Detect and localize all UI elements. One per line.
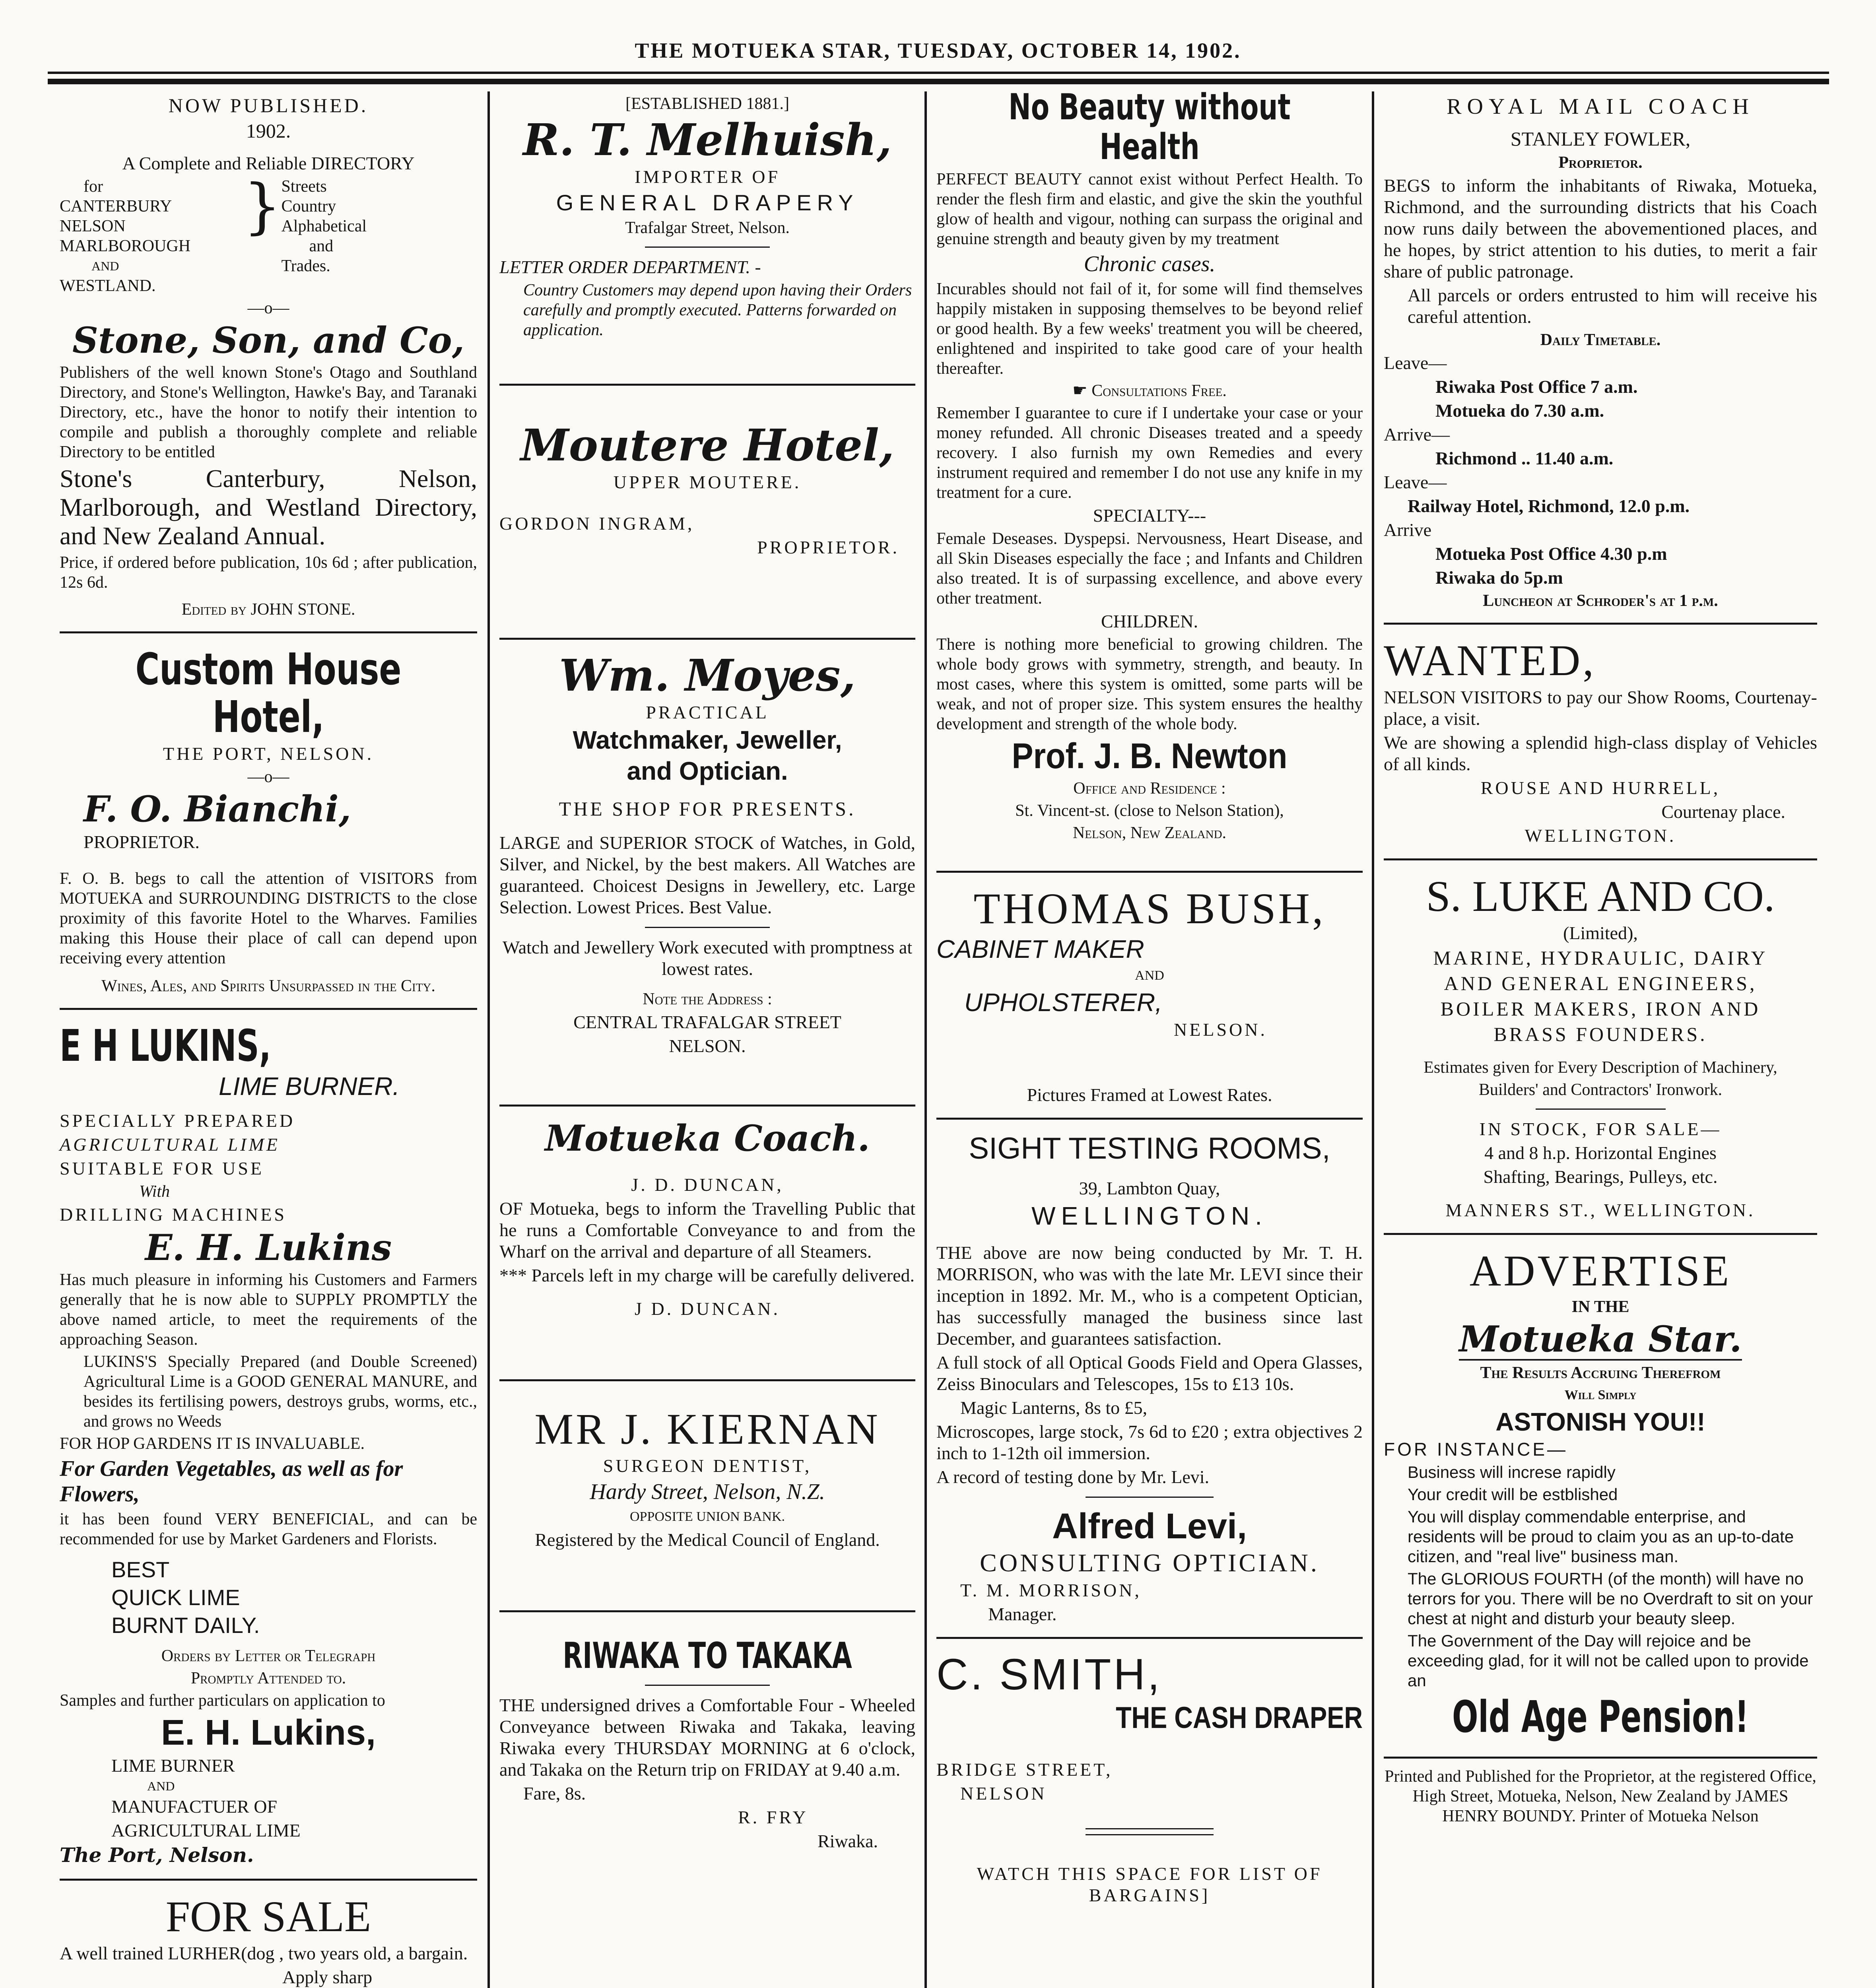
lukins-ad — [60, 1022, 477, 1867]
ad-separator — [499, 1379, 915, 1381]
short-rule — [645, 927, 770, 928]
lukins-and: AND — [147, 1779, 175, 1793]
ad-separator — [936, 1118, 1363, 1120]
short-rule — [1086, 1834, 1214, 1835]
bush-ad — [936, 885, 1363, 1106]
newton-ad — [936, 91, 1363, 843]
newton-body: Female Deseases. Dyspepsi. Nervousness, Heart Disease, and all Skin Diseases especially the face ; and Infants and Children also treated. It is of surpassing excellence, and above every other treatment. — [936, 530, 1363, 608]
smith-watch: WATCH THIS SPACE FOR LIST OF BARGAINS] — [977, 1864, 1323, 1905]
column-divider-1 — [487, 91, 490, 1988]
custom-house-hotel-ad — [60, 645, 477, 996]
kiernan-ad — [499, 1405, 915, 1551]
bush-place: NELSON. — [1174, 1019, 1267, 1040]
sight-name: Alfred Levi, — [1052, 1507, 1247, 1546]
riwaka-takaka-ad — [499, 1636, 915, 1852]
hotel-body: F. O. B. begs to call the attention of VISITORS from MOTUEKA and SURROUNDING DISTRICTS to the close proximity of this favorite Hotel to the Wharves. Families making this House their place of call can depend upon receiving every attention — [60, 870, 477, 967]
mail-owner: STANLEY FOWLER, — [1510, 128, 1691, 150]
moyes-repair: Watch and Jewellery Work executed with promptness at lowest rates. — [502, 937, 913, 979]
sight-city: WELLINGTON. — [1031, 1202, 1268, 1230]
riwaka-sign: R. FRY — [738, 1807, 808, 1827]
advertise-instance: FOR INSTANCE— — [1384, 1439, 1568, 1460]
luke-name: S. LUKE AND CO. — [1426, 872, 1775, 920]
sight-mgr-name: T. M. MORRISON, — [960, 1580, 1142, 1600]
moyes-name: Wm. Moyes, — [559, 650, 856, 701]
advertise-in-the: IN THE — [1571, 1298, 1629, 1316]
ad-separator — [1384, 1757, 1817, 1759]
riwaka-place: Riwaka. — [818, 1831, 878, 1851]
directory-category: Streets — [281, 177, 327, 196]
ad-separator — [499, 638, 915, 640]
moyes-practical: PRACTICAL — [646, 702, 769, 722]
newton-body: Incurables should not fail of it, for some will find themselves happily mistaken in supposing themselves to be beyond relief or good health. By a few weeks' treatment you will be cheered, enlightened and inspirited to take good care of your health thereafter. — [936, 280, 1363, 378]
hotel-wines: Wines, Ales, and Spirits Unsurpassed in the City. — [101, 977, 435, 995]
luke-line: BRASS FOUNDERS. — [1493, 1023, 1707, 1045]
mail-time: Richmond .. 11.40 a.m. — [1435, 448, 1614, 468]
newton-consult-text: Consultations Free. — [1091, 382, 1227, 400]
newton-body: There is nothing more beneficial to growing children. The whole body grows with symmetry, strength, and beauty. In most cases, where this system is omitted, some parts will be weak, and not of proper size. This system ensures the healthy development and strength of the whole body. — [936, 635, 1363, 733]
luke-line: MARINE, HYDRAULIC, DAIRY — [1433, 947, 1768, 969]
short-rule — [645, 247, 770, 248]
sale-title: FOR SALE — [165, 1892, 371, 1941]
lukins-line: DRILLING MACHINES — [60, 1204, 287, 1225]
newton-title: No Beauty without Health — [1008, 91, 1291, 168]
advertise-ad — [1384, 1247, 1817, 1741]
moutere-name: Moutere Hotel, — [520, 419, 895, 471]
sale-body: A well trained LURHER(dog , two years old, a bargain. — [60, 1943, 468, 1963]
lukins-manu: MANUFACTUER OF — [111, 1796, 278, 1817]
royal-mail-coach-ad — [1384, 94, 1817, 611]
sight-title: SIGHT TESTING ROOMS, — [969, 1132, 1330, 1165]
mail-time: Riwaka do 5p.m — [1435, 567, 1563, 588]
lukins-line: AGRICULTURAL LIME — [60, 1134, 280, 1155]
divider-dot: —o— — [247, 299, 289, 317]
divider-dot: —o— — [247, 768, 289, 786]
directory-year: 1902. — [246, 120, 291, 142]
bush-frames: Pictures Framed at Lowest Rates. — [1027, 1085, 1272, 1105]
moyes-trade: and Optician. — [627, 757, 788, 785]
lukins-line: SPECIALLY PREPARED — [60, 1110, 295, 1131]
mail-time: Riwaka Post Office 7 a.m. — [1435, 377, 1638, 397]
directory-price: Price, if ordered before publication, 10s 6d ; after publication, 12s 6d. — [60, 553, 477, 592]
lukins-body: it has been found VERY BENEFICIAL, and can be recommended for use by Market Gardeners and Florists. — [60, 1510, 477, 1548]
ad-separator — [60, 1008, 477, 1010]
luke-builders: Builders' and Contractors' Ironwork. — [1478, 1081, 1723, 1099]
sight-micro: Microscopes, large stock, 7s 6d to £20 ; extra objectives 2 inch to 1-12th oil immersion. — [936, 1421, 1363, 1463]
directory-ad — [60, 94, 477, 619]
sight-body: THE above are now being conducted by Mr. T. H. MORRISON, who was with the late Mr. LEVI since their inception in 1892. Mr. M., who is a competent Optician, has successfully managed the business since last December, and guarantees satisfaction. — [936, 1242, 1363, 1349]
moyes-shop: THE SHOP FOR PRESENTS. — [559, 798, 856, 820]
ad-separator — [499, 384, 915, 386]
directory-line: A Complete and Reliable DIRECTORY — [122, 153, 415, 173]
newton-body: PERFECT BEAUTY cannot exist without Perfect Health. To render the flesh firm and elastic, and give the skin the youthful glow of health and vigour, nothing can surpass the original and genuine strength and beauty given by my treatment — [936, 170, 1363, 248]
wanted-ad — [1384, 637, 1817, 846]
moyes-note: Note the Address : — [643, 990, 772, 1008]
moyes-addr: CENTRAL TRAFALGAR STREET — [573, 1012, 841, 1032]
luke-addr: MANNERS ST., WELLINGTON. — [1445, 1200, 1756, 1220]
lukins-samples: Samples and further particulars on application to — [60, 1691, 385, 1710]
ad-separator — [60, 1879, 477, 1881]
publisher-name: Stone, Son, and Co, — [72, 319, 465, 361]
smith-name: C. SMITH, — [936, 1650, 1162, 1699]
melhuish-drapery: GENERAL DRAPERY — [556, 190, 859, 215]
sight-record: A record of testing done by Mr. Levi. — [936, 1467, 1210, 1487]
masthead: THE MOTUEKA STAR, TUESDAY, OCTOBER 14, 1902. — [635, 39, 1241, 62]
mail-leave: Leave— — [1384, 353, 1447, 373]
melhuish-street: Trafalgar Street, Nelson. — [625, 219, 790, 237]
column-4 — [1376, 91, 1825, 1988]
newton-chronic: Chronic cases. — [1084, 252, 1216, 276]
moutere-owner: GORDON INGRAM, — [499, 513, 695, 534]
melhuish-established: [ESTABLISHED 1881.] — [625, 95, 789, 113]
luke-shafting: Shafting, Bearings, Pulleys, etc. — [1483, 1167, 1718, 1187]
riwaka-fare: Fare, 8s. — [523, 1783, 586, 1804]
directory-place: NELSON — [60, 217, 126, 235]
moutere-hotel-ad — [499, 421, 915, 558]
directory-for: for — [84, 177, 103, 196]
coach-body: OF Motueka, begs to inform the Travelling Public that he runs a Comfortable Conveyance to and from the Wharf on the arrival and departure of all Steamers. — [499, 1198, 915, 1262]
mail-prop: Proprietor. — [1558, 153, 1643, 172]
melhuish-name: R. T. Melhuish, — [523, 114, 892, 165]
advertise-point: Your credit will be estblished — [1408, 1485, 1618, 1504]
motueka-coach-ad — [499, 1118, 915, 1320]
advertise-will: Will Simply — [1564, 1388, 1637, 1402]
short-rule — [1086, 1497, 1214, 1498]
directory-place: AND — [91, 259, 119, 273]
wanted-title: WANTED, — [1384, 636, 1596, 685]
kiernan-opp: OPPOSITE UNION BANK. — [629, 1509, 785, 1524]
masthead-rule-thin — [48, 72, 1829, 74]
advertise-point: Business will increse rapidly — [1408, 1463, 1616, 1481]
hotel-proprietor-name: F. O. Bianchi, — [84, 788, 352, 830]
directory-place: MARLBOROUGH — [60, 237, 191, 255]
for-sale-ad — [60, 1893, 477, 1988]
lukins-agri: AGRICULTURAL LIME — [111, 1820, 301, 1840]
moutere-prop: PROPRIETOR. — [757, 537, 899, 557]
newton-children: CHILDREN. — [1101, 611, 1198, 631]
mail-leave: Leave— — [1384, 472, 1447, 492]
sight-magic: Magic Lanterns, 8s to £5, — [960, 1398, 1148, 1418]
luke-ad — [1384, 872, 1817, 1221]
bush-trade: UPHOLSTERER, — [964, 988, 1162, 1017]
mail-arrive: Arrive— — [1384, 424, 1450, 445]
directory-place: CANTERBURY — [60, 197, 172, 215]
luke-engines: 4 and 8 h.p. Horizontal Engines — [1484, 1143, 1717, 1163]
kiernan-reg: Registered by the Medical Council of England. — [535, 1530, 880, 1550]
brace-icon: } — [243, 172, 282, 241]
mail-time: Motueka do 7.30 a.m. — [1435, 400, 1604, 421]
column-divider-2 — [924, 91, 927, 1988]
directory-title: Stone's Canterbury, Nelson, Marlborough, and Westland Directory, and New Zealand Annual. — [60, 464, 477, 550]
lukins-body: Has much pleasure in informing his Customers and Farmers generally that he is now able to SUPPLY PROMPTLY the above named article, to meet the requirements of the approaching Season. — [60, 1271, 477, 1349]
luke-line: AND GENERAL ENGINEERS, — [1444, 972, 1757, 994]
lukins-quick: QUICK LIME — [111, 1585, 240, 1610]
mail-time: Motueka Post Office 4.30 p.m — [1435, 544, 1667, 564]
smith-ad — [936, 1651, 1363, 1906]
newton-consult — [936, 381, 1363, 401]
newton-addr: St. Vincent-st. (close to Nelson Station), — [1015, 802, 1284, 820]
coach-owner: J. D. DUNCAN, — [631, 1175, 784, 1195]
lukins-orders: Orders by Letter or Telegraph — [161, 1647, 376, 1665]
sight-testing-ad — [936, 1132, 1363, 1625]
newton-addr: Nelson, New Zealand. — [1072, 824, 1227, 842]
melhuish-importer: IMPORTER OF — [634, 167, 781, 187]
short-rule — [1536, 1109, 1666, 1110]
pointing-hand-icon: ☛ — [1072, 382, 1092, 400]
sale-apply: Apply sharp — [282, 1967, 373, 1987]
lukins-line: With — [139, 1182, 170, 1201]
directory-category: and — [309, 237, 334, 255]
kiernan-name: MR J. KIERNAN — [534, 1405, 880, 1453]
moyes-ad — [499, 652, 915, 1057]
riwaka-title: RIWAKA TO TAKAKA — [563, 1635, 852, 1677]
directory-category: Alphabetical — [281, 217, 367, 235]
luke-line: BOILER MAKERS, IRON AND — [1440, 998, 1761, 1020]
coach-parcels: *** Parcels left in my charge will be carefully delivered. — [499, 1265, 915, 1285]
hotel-name: Custom House Hotel, — [135, 644, 402, 742]
lukins-name: E H LUKINS, — [60, 1020, 271, 1071]
lukins-burnt: BURNT DAILY. — [111, 1613, 260, 1638]
mail-time: Railway Hotel, Richmond, 12.0 p.m. — [1408, 496, 1690, 516]
lukins-body: LUKINS'S Specially Prepared (and Double Screened) Agricultural Lime is a GOOD GENERAL MANURE, and besides its fertilising powers, destroys grubs, worms, etc., and grows no Weeds — [84, 1353, 477, 1431]
moyes-addr: NELSON. — [669, 1036, 746, 1056]
ad-separator — [1384, 1233, 1817, 1235]
directory-table — [60, 172, 477, 296]
ad-separator — [936, 871, 1363, 873]
sight-addr: 39, Lambton Quay, — [1079, 1178, 1220, 1198]
lukins-line: SUITABLE FOR USE — [60, 1158, 264, 1178]
wanted-body: We are showing a splendid high-class display of Vehicles of all kinds. — [1384, 732, 1817, 774]
riwaka-body: THE undersigned drives a Comfortable Four - Wheeled Conveyance between Riwaka and Takaka, leaving Riwaka every THURSDAY MORNING at 6 o'clock, and Takaka on the Return trip on FRIDAY at 9.40 a.m. — [499, 1695, 915, 1780]
lukins-name-2: E. H. Lukins, — [161, 1713, 376, 1753]
directory-category: Country — [281, 197, 336, 215]
wanted-body: NELSON VISITORS to pay our Show Rooms, Courtenay-place, a visit. — [1384, 687, 1817, 729]
melhuish-ad — [499, 94, 915, 340]
kiernan-street: Hardy Street, Nelson, N.Z. — [590, 1479, 825, 1504]
mail-arrive: Arrive — [1384, 520, 1432, 540]
coach-name: Motueka Coach. — [545, 1117, 870, 1159]
ad-separator — [1384, 623, 1817, 625]
coach-sign: J D. DUNCAN. — [635, 1299, 780, 1319]
imprint: Printed and Published for the Proprietor, at the registered Office, High Street, Motueka, Nelson, New Zealand by JAMES HENRY BOUNDY. Printer of Motueka Nelson — [1385, 1767, 1816, 1825]
newton-body: Remember I guarantee to cure if I undertake your case or your money refunded. All chronic Diseases treated and a speedy recovery. I also furnish my own Remedies and every instrument required and remember I do not use any knife in my treatment for a cure. — [936, 404, 1363, 502]
wanted-addr: Courtenay place. — [1661, 802, 1785, 822]
sight-body: A full stock of all Optical Goods Field and Opera Glasses, Zeiss Binoculars and Telescopes, 15s to £13 10s. — [936, 1352, 1363, 1394]
bush-and: AND — [1135, 968, 1164, 983]
advertise-paper-text: Motueka Star. — [1459, 1318, 1742, 1360]
ad-separator — [60, 631, 477, 633]
newton-name: Prof. J. B. Newton — [1012, 736, 1288, 776]
luke-ltd: (Limited), — [1563, 923, 1638, 943]
kiernan-trade: SURGEON DENTIST, — [603, 1456, 812, 1476]
luke-stock: IN STOCK, FOR SALE— — [1479, 1119, 1722, 1139]
ad-separator — [936, 1637, 1363, 1639]
advertise-point: The Government of the Day will rejoice and be exceeding glad, for it will not be called upon to provide an — [1408, 1631, 1809, 1690]
now-published: NOW PUBLISHED. — [168, 94, 369, 116]
advertise-point: You will display commendable enterprise, and residents will be proud to claim you as an up-to-date citizen, and "real live" business man. — [1408, 1507, 1794, 1566]
newton-specialty: SPECIALTY--- — [1093, 505, 1206, 526]
mail-timetable: Daily Timetable. — [1540, 331, 1661, 349]
wanted-city: WELLINGTON. — [1524, 825, 1676, 846]
smith-trade: THE CASH DRAPER — [1116, 1701, 1363, 1735]
lukins-hop: FOR HOP GARDENS IT IS INVALUABLE. — [60, 1435, 365, 1453]
lukins-orders: Promptly Attended to. — [190, 1669, 346, 1687]
advertise-results: The Results Accruing Therefrom — [1480, 1364, 1721, 1382]
mail-body: All parcels or orders entrusted to him will receive his careful attention. — [1408, 285, 1817, 327]
ad-separator — [499, 1105, 915, 1107]
smith-addr: NELSON — [960, 1783, 1047, 1804]
short-rule — [1086, 1828, 1214, 1829]
lukins-script-name: E. H. Lukins — [145, 1227, 392, 1269]
ad-separator — [499, 1610, 915, 1612]
hotel-place: THE PORT, NELSON. — [163, 744, 374, 764]
bush-trade: CABINET MAKER — [936, 935, 1144, 963]
melhuish-dept: LETTER ORDER DEPARTMENT. - — [499, 257, 761, 277]
advertise-paper — [1384, 1319, 1817, 1361]
lukins-garden: For Garden Vegetables, as well as for Flowers, — [60, 1456, 403, 1507]
ad-separator — [1384, 858, 1817, 860]
advertise-astonish: ASTONISH YOU!! — [1495, 1408, 1705, 1436]
column-3 — [928, 91, 1371, 1988]
sight-trade: CONSULTING OPTICIAN. — [980, 1549, 1319, 1577]
wanted-firm: ROUSE AND HURRELL, — [1480, 778, 1721, 798]
advertise-pension: Old Age Pension! — [1452, 1691, 1749, 1742]
bush-name: THOMAS BUSH, — [973, 884, 1326, 933]
hotel-proprietor-label: PROPRIETOR. — [84, 832, 200, 852]
directory-place: WESTLAND. — [60, 277, 156, 295]
advertise-point: The GLORIOUS FOURTH (of the month) will have no terrors for you. There will be no Overdraft to sit on your chest at night and disturb your beauty sleep. — [1408, 1569, 1813, 1628]
directory-editor: Edited by JOHN STONE. — [181, 600, 355, 619]
moyes-body: LARGE and SUPERIOR STOCK of Watches, in Gold, Silver, and Nickel, by the best makers. All Watches are guaranteed. Choicest Designs in Jewellery, etc. Large Selection. Lowest Prices. Best Value. — [499, 833, 915, 917]
mail-luncheon: Luncheon at Schroder's at 1 p.m. — [1483, 592, 1718, 610]
mail-title: ROYAL MAIL COACH — [1447, 94, 1754, 119]
newton-office: Office and Residence : — [1073, 779, 1226, 798]
luke-estimates: Estimates given for Every Description of Machinery, — [1424, 1058, 1777, 1077]
melhuish-body: Country Customers may depend upon having their Orders carefully and promptly executed. Patterns forwarded on application. — [523, 281, 912, 339]
lukins-best: BEST — [111, 1557, 170, 1582]
column-2 — [491, 91, 923, 1988]
column-1 — [52, 91, 485, 1988]
short-rule — [645, 1685, 770, 1686]
advertise-title: ADVERTISE — [1469, 1246, 1732, 1295]
smith-addr: BRIDGE STREET, — [936, 1759, 1113, 1780]
masthead-rule-thick — [48, 79, 1829, 84]
lukins-trade: LIME BURNER. — [219, 1072, 400, 1101]
lukins-port: The Port, Nelson. — [60, 1843, 254, 1867]
sight-mgr: Manager. — [988, 1604, 1057, 1624]
directory-body: Publishers of the well known Stone's Otago and Southland Directory, and Stone's Wellington, Hawke's Bay, and Taranaki Directory, etc., have the honor to notify their intention to compile and publish a thoroughly complete and reliable Directory to be entitled — [60, 363, 477, 461]
column-divider-3 — [1372, 91, 1374, 1988]
directory-category: Trades. — [281, 257, 330, 275]
lukins-lb: LIME BURNER — [111, 1755, 235, 1776]
moutere-place: UPPER MOUTERE. — [613, 472, 802, 492]
moyes-trade: Watchmaker, Jeweller, — [573, 726, 842, 754]
mail-body: BEGS to inform the inhabitants of Riwaka, Motueka, Richmond, and the surrounding districts that his Coach now runs daily between the abovementioned places, and he hopes, by strict attention to his duties, to merit a fair share of public patronage. — [1384, 175, 1817, 282]
